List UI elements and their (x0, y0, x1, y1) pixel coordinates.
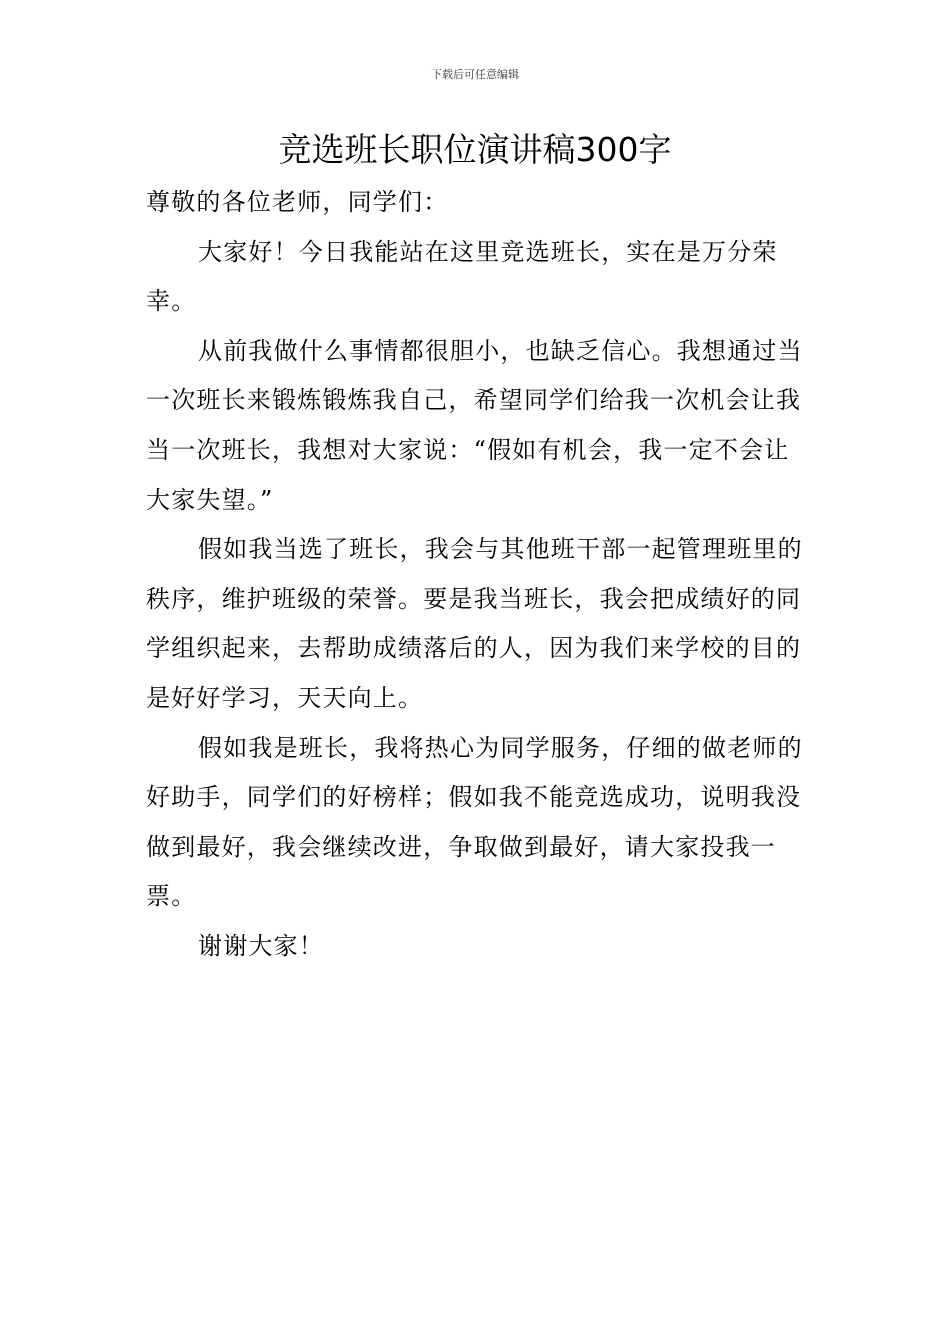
speech-body (146, 178, 806, 972)
document-title: 竞选班长职位演讲稿300字 (278, 130, 672, 169)
paragraph-greeting: 大家好！今日我能站在这里竞选班长，实在是万分荣幸。 (146, 237, 778, 316)
paragraph-commitment: 假如我是班长，我将热心为同学服务，仔细的做老师的好助手，同学们的好榜样；假如我不能竞选成功，说明我没做到最好，我会继续改进，争取做到最好，请大家投我一票。 (146, 733, 803, 911)
paragraph-plans: 假如我当选了班长，我会与其他班干部一起管理班里的秩序，维护班级的荣誉。要是我当班长，我会把成绩好的同学组织起来，去帮助成绩落后的人，因为我们来学校的目的是好好学习，天天向上。 (146, 535, 803, 712)
paragraph-motivation: 从前我做什么事情都很胆小，也缺乏信心。我想通过当一次班长来锻炼锻炼我自己，希望同学们给我一次机会让我当一次班长，我想对大家说：“假如有机会，我一定不会让大家失望。” (146, 336, 803, 514)
header-note: 下载后可任意编辑 (431, 68, 519, 81)
paragraph-closing: 谢谢大家！ (198, 931, 324, 960)
salutation: 尊敬的各位老师，同学们： (146, 188, 449, 216)
